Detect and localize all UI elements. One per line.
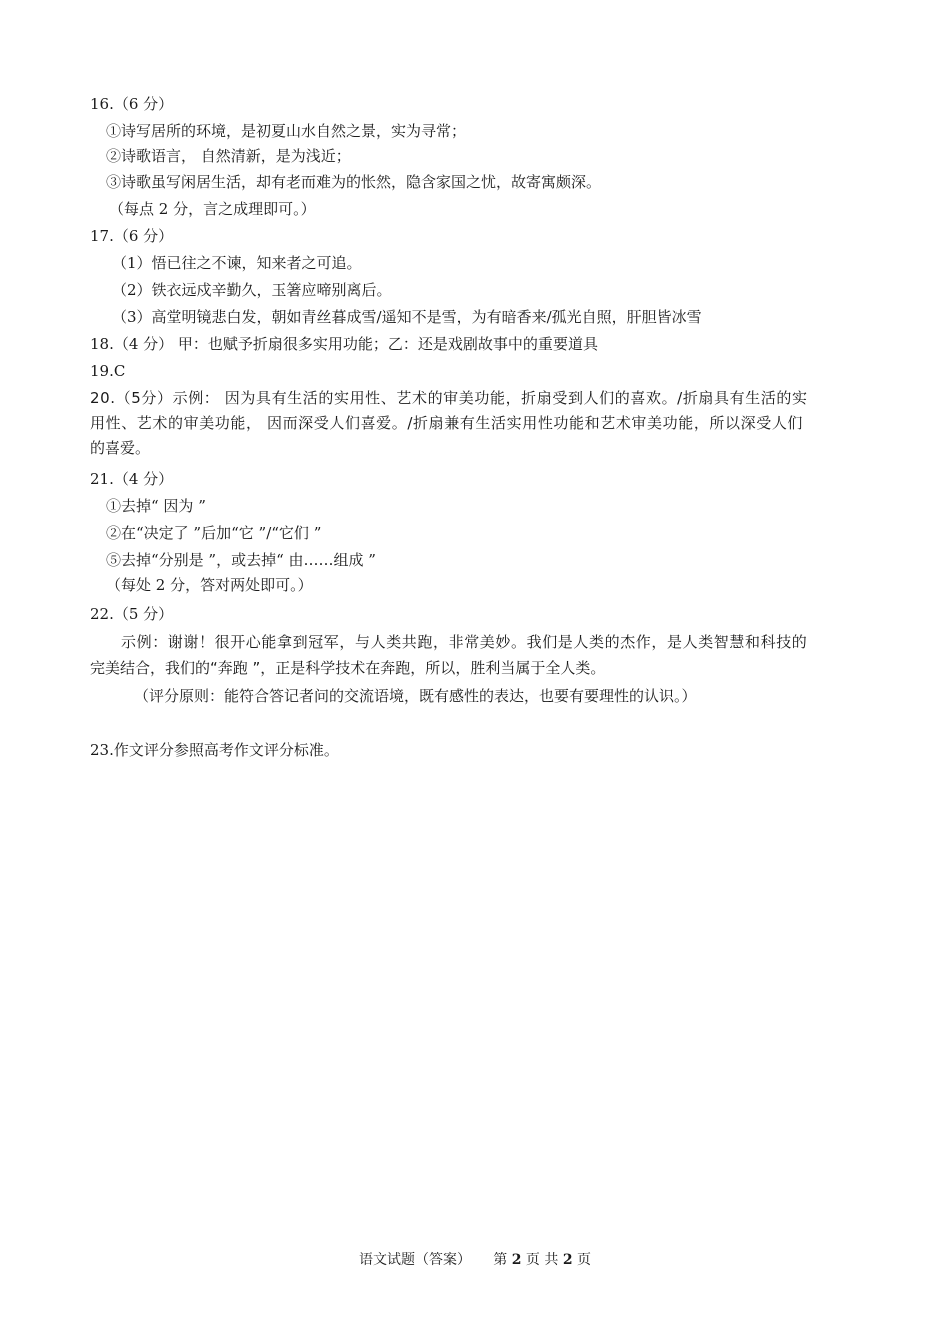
page-footer <box>0 1249 950 1269</box>
footer-page-suffix: 页 <box>577 1252 592 1268</box>
footer-page-current: 2 <box>511 1252 522 1268</box>
q16-point-1: ①诗写居所的环境，是初夏山水自然之景，实为寻常； <box>106 122 467 140</box>
q21-heading: 21.（4 分） <box>90 470 174 488</box>
q20-answer-line-3: 的喜爱。 <box>90 439 151 457</box>
q17-answer-3: （3）高堂明镜悲白发，朝如青丝暮成雪/遥知不是雪，为有暗香来/孤光自照，肝胆皆冰雪 <box>112 308 702 326</box>
q22-scoring-note: （评分原则：能符合答记者问的交流语境，既有感性的表达，也要有要理性的认识。） <box>134 687 697 705</box>
q17-answer-1: （1）悟已往之不谏，知来者之可追。 <box>112 254 362 272</box>
q22-answer-line-2: 完美结合，我们的“奔跑 ”，正是科学技术在奔跑，所以，胜利当属于全人类。 <box>90 659 606 677</box>
q16-point-2: ②诗歌语言， 自然清新，是为浅近； <box>106 147 351 165</box>
footer-title: 语文试题（答案） <box>358 1252 471 1268</box>
footer-page-total: 2 <box>562 1252 573 1268</box>
q16-point-3: ③诗歌虽写闲居生活，却有老而难为的怅然，隐含家国之忧，故寄寓颇深。 <box>106 173 602 191</box>
q21-point-2: ②在“决定了 ”后加“它 ”/“它们 ” <box>106 524 322 542</box>
q16-heading: 16.（6 分） <box>90 95 174 113</box>
q17-heading: 17.（6 分） <box>90 227 174 245</box>
q17-answer-2: （2）铁衣远戍辛勤久，玉箸应啼别离后。 <box>112 281 392 299</box>
q18-answer: 18.（4 分） 甲：也赋予折扇很多实用功能；乙：还是戏剧故事中的重要道具 <box>90 335 598 353</box>
q21-point-1: ①去掉“ 因为 ” <box>106 497 206 515</box>
q20-answer-line-1: 20.（5分）示例： 因为具有生活的实用性、艺术的审美功能，折扇受到人们的喜欢。/折扇具有生活的实 <box>90 389 808 407</box>
footer-page-mid: 页 共 <box>525 1252 559 1268</box>
q16-scoring-note: （每点 2 分，言之成理即可。） <box>109 200 316 218</box>
footer-page-prefix: 第 <box>493 1252 508 1268</box>
q22-answer-line-1: 示例：谢谢！很开心能拿到冠军，与人类共跑，非常美妙。我们是人类的杰作，是人类智慧和科技的 <box>121 633 808 651</box>
q22-heading: 22.（5 分） <box>90 605 174 623</box>
q20-answer-line-2: 用性、艺术的审美功能， 因而深受人们喜爱。/折扇兼有生活实用性功能和艺术审美功能，所以深受人们 <box>90 414 804 432</box>
q21-point-3: ⑤去掉“分别是 ”，或去掉“ 由……组成 ” <box>106 551 376 569</box>
q21-scoring-note: （每处 2 分，答对两处即可。） <box>106 576 313 594</box>
q19-answer: 19.C <box>90 362 126 380</box>
q23-answer: 23.作文评分参照高考作文评分标准。 <box>90 741 339 759</box>
